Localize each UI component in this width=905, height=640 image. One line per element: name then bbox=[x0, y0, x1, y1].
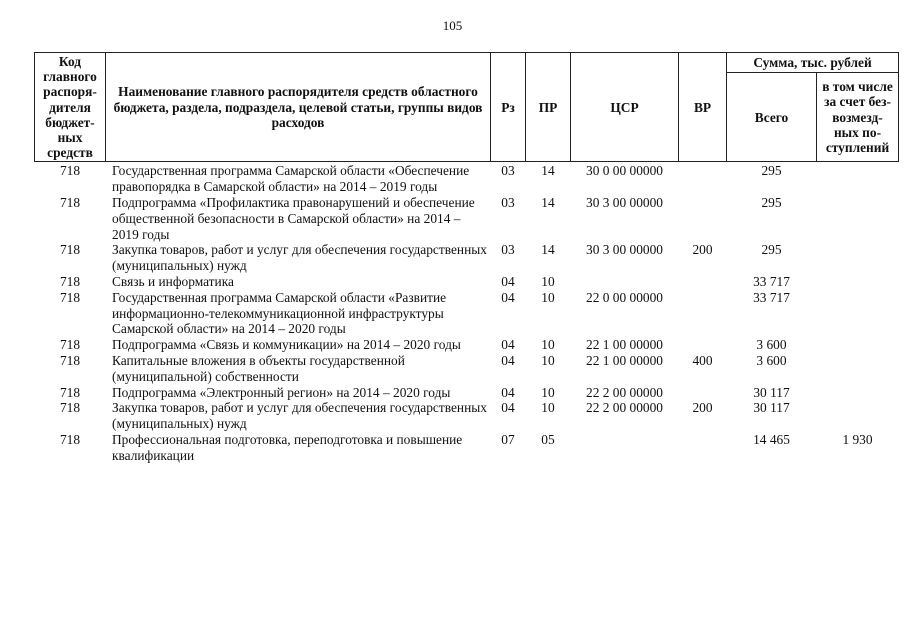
row-vr: 200 bbox=[692, 242, 713, 258]
table-row bbox=[35, 353, 899, 385]
row-total: 295 bbox=[761, 195, 782, 211]
row-pr: 14 bbox=[541, 163, 555, 179]
header-vr: ВР bbox=[679, 53, 727, 162]
row-name: Закупка товаров, работ и услуг для обеспечения государственных (муниципальных) нужд bbox=[112, 242, 487, 274]
page-number: 105 bbox=[442, 18, 463, 33]
row-incl bbox=[817, 274, 899, 290]
row-name: Профессиональная подготовка, переподготовка и повышение квалификации bbox=[112, 431, 463, 463]
budget-table bbox=[34, 52, 899, 464]
row-name: Подпрограмма «Связь и коммуникации» на 2014 – 2020 годы bbox=[112, 337, 461, 353]
table-row bbox=[35, 195, 899, 242]
header-csr: ЦСР bbox=[571, 53, 679, 162]
row-code: 718 bbox=[59, 242, 81, 258]
row-rz: 04 bbox=[501, 352, 515, 368]
row-total: 30 117 bbox=[753, 400, 790, 416]
row-code: 718 bbox=[59, 431, 81, 447]
row-rz: 04 bbox=[501, 274, 515, 289]
table-row bbox=[35, 337, 899, 353]
row-name: Связь и информатика bbox=[112, 274, 234, 289]
row-total: 30 117 bbox=[753, 384, 790, 400]
row-csr: 22 2 00 00000 bbox=[586, 400, 663, 416]
row-pr: 10 bbox=[541, 384, 555, 400]
header-code: Код главного распоря-дителя бюджет-ных средств bbox=[35, 53, 106, 162]
row-code: 718 bbox=[59, 289, 81, 305]
row-csr: 22 2 00 00000 bbox=[586, 384, 663, 400]
row-csr: 22 0 00 00000 bbox=[586, 289, 663, 305]
row-rz: 03 bbox=[501, 163, 515, 179]
row-pr: 10 bbox=[541, 352, 555, 368]
row-pr: 10 bbox=[541, 337, 555, 353]
row-code: 718 bbox=[59, 384, 81, 400]
table-row bbox=[35, 274, 899, 290]
row-incl bbox=[817, 290, 899, 337]
row-rz: 03 bbox=[501, 195, 515, 211]
row-vr bbox=[679, 274, 727, 290]
row-pr: 10 bbox=[541, 274, 555, 289]
table-row bbox=[35, 162, 899, 195]
row-incl: 1 930 bbox=[842, 431, 873, 447]
row-total: 33 717 bbox=[753, 289, 790, 305]
row-incl bbox=[817, 353, 899, 385]
row-rz: 04 bbox=[501, 384, 515, 400]
row-rz: 03 bbox=[501, 242, 515, 258]
table-row bbox=[35, 432, 899, 464]
table-row bbox=[35, 242, 899, 274]
row-pr: 05 bbox=[541, 431, 555, 447]
row-total: 295 bbox=[761, 163, 782, 179]
row-rz: 04 bbox=[501, 289, 515, 305]
row-rz: 04 bbox=[501, 337, 515, 353]
row-vr bbox=[679, 195, 727, 242]
row-name: Государственная программа Самарской области «Обеспечение правопорядка в Самарской области» на 2014 – 2019 годы bbox=[112, 163, 470, 195]
row-vr: 200 bbox=[692, 400, 713, 416]
row-pr: 10 bbox=[541, 400, 555, 416]
header-sum: Сумма, тыс. рублей bbox=[727, 53, 899, 73]
row-pr: 14 bbox=[541, 195, 555, 211]
row-vr bbox=[679, 385, 727, 401]
row-incl bbox=[817, 195, 899, 242]
row-code: 718 bbox=[59, 337, 81, 353]
row-name: Закупка товаров, работ и услуг для обеспечения государственных (муниципальных) нужд bbox=[112, 400, 487, 432]
row-csr bbox=[571, 274, 679, 290]
row-total: 3 600 bbox=[756, 337, 787, 353]
header-incl: в том числе за счет без-возмезд-ных по-ступлений bbox=[817, 73, 899, 162]
row-total: 14 465 bbox=[753, 431, 790, 447]
row-total: 3 600 bbox=[756, 352, 787, 368]
row-vr: 400 bbox=[692, 352, 713, 368]
header-total: Всего bbox=[727, 73, 817, 162]
row-incl bbox=[817, 385, 899, 401]
table-body bbox=[35, 162, 899, 464]
row-vr bbox=[679, 337, 727, 353]
table-row bbox=[35, 400, 899, 432]
row-total: 33 717 bbox=[753, 274, 790, 289]
table-row bbox=[35, 290, 899, 337]
row-pr: 10 bbox=[541, 289, 555, 305]
table-header bbox=[35, 53, 899, 162]
row-pr: 14 bbox=[541, 242, 555, 258]
row-code: 718 bbox=[59, 195, 81, 211]
row-name: Подпрограмма «Профилактика правонарушений и обеспечение общественной безопасности в Самарской области» на 2014 – 2019 годы bbox=[112, 195, 475, 242]
header-rz: Рз bbox=[491, 53, 526, 162]
row-csr: 30 3 00 00000 bbox=[586, 195, 663, 211]
row-code: 718 bbox=[59, 352, 81, 368]
table-row bbox=[35, 385, 899, 401]
row-rz: 07 bbox=[501, 431, 515, 447]
row-name: Государственная программа Самарской области «Развитие информационно-телекоммуникационной инфраструктуры Самарской области» на 2014 – 2020 годы bbox=[112, 289, 447, 337]
row-incl bbox=[817, 162, 899, 195]
row-code: 718 bbox=[59, 274, 81, 289]
row-code: 718 bbox=[59, 163, 81, 179]
row-csr: 30 3 00 00000 bbox=[586, 242, 663, 258]
header-pr: ПР bbox=[526, 53, 571, 162]
row-name: Подпрограмма «Электронный регион» на 2014 – 2020 годы bbox=[112, 384, 451, 400]
row-name: Капитальные вложения в объекты государственной (муниципальной) собственности bbox=[112, 352, 405, 384]
row-csr: 22 1 00 00000 bbox=[586, 337, 663, 353]
row-csr: 30 0 00 00000 bbox=[586, 163, 663, 179]
row-rz: 04 bbox=[501, 400, 515, 416]
row-csr: 22 1 00 00000 bbox=[586, 352, 663, 368]
row-vr bbox=[679, 290, 727, 337]
row-incl bbox=[817, 400, 899, 432]
row-code: 718 bbox=[59, 400, 81, 416]
row-vr bbox=[679, 432, 727, 464]
row-total: 295 bbox=[761, 242, 782, 258]
row-vr bbox=[679, 162, 727, 195]
row-incl bbox=[817, 337, 899, 353]
header-name: Наименование главного распорядителя средств областного бюджета, раздела, подраздела, целевой статьи, группы видов расходов bbox=[106, 53, 491, 162]
row-csr bbox=[571, 432, 679, 464]
row-incl bbox=[817, 242, 899, 274]
